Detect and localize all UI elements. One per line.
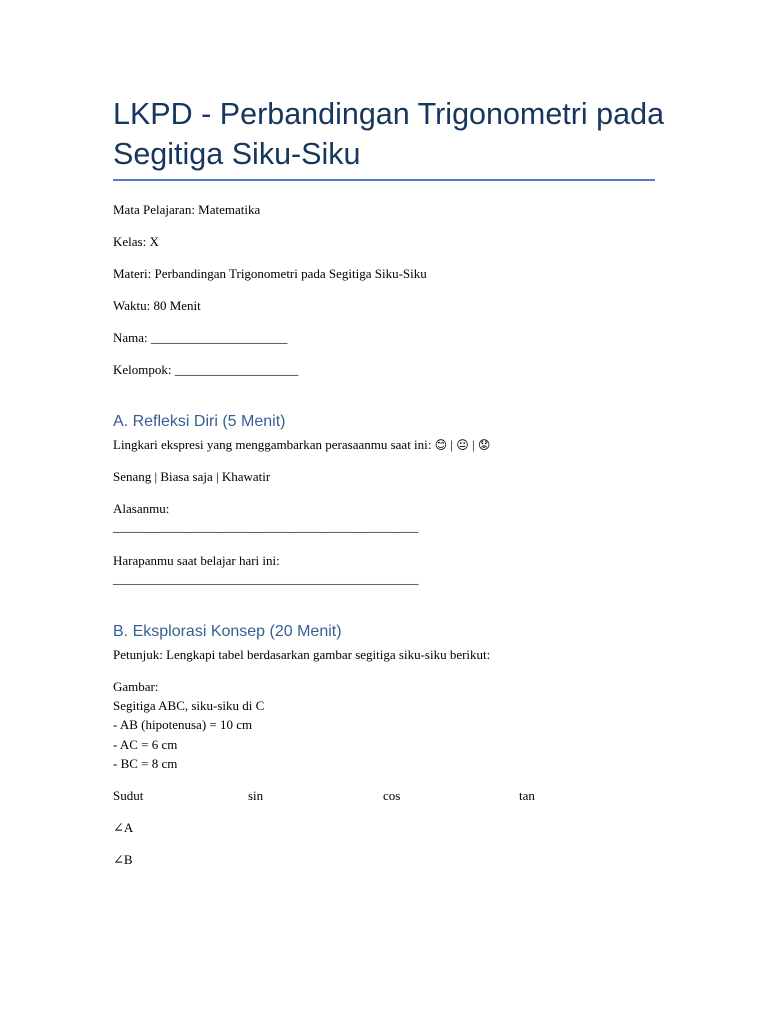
table-row-angle-a: ∠A	[113, 820, 134, 835]
happy-face-icon: 😊	[434, 438, 448, 452]
section-a-heading: A. Refleksi Diri (5 Menit)	[113, 413, 286, 430]
section-b-instruction: Petunjuk: Lengkapi tabel berdasarkan gambar segitiga siku-siku berikut:	[113, 647, 491, 662]
worried-face-icon: 😟	[477, 438, 491, 452]
neutral-face-icon: 😐	[456, 438, 469, 452]
subject-line: Mata Pelajaran: Matematika	[113, 202, 261, 217]
figure-line: - BC = 8 cm	[113, 756, 178, 771]
section-b-heading: B. Eksplorasi Konsep (20 Menit)	[113, 623, 342, 640]
figure-line: - AB (hipotenusa) = 10 cm	[113, 717, 253, 732]
instruction-text: Lingkari ekspresi yang menggambarkan perasaanmu saat ini:	[113, 437, 432, 452]
hope-blank: _______________________________________________	[113, 571, 419, 586]
separator: |	[472, 437, 475, 452]
material-line: Materi: Perbandingan Trigonometri pada Segitiga Siku-Siku	[113, 266, 427, 281]
title-underline	[113, 179, 655, 181]
title-line-1: LKPD - Perbandingan Trigonometri pada	[113, 97, 665, 131]
feeling-options: Senang | Biasa saja | Khawatir	[113, 469, 271, 484]
separator: |	[450, 437, 454, 452]
figure-line: - AC = 6 cm	[113, 737, 178, 752]
reason-label: Alasanmu:	[113, 501, 170, 516]
figure-line: Segitiga ABC, siku-siku di C	[113, 698, 265, 713]
time-line: Waktu: 80 Menit	[113, 298, 201, 313]
table-header-sin: sin	[248, 788, 264, 803]
reason-blank: _______________________________________________	[113, 519, 419, 534]
table-header-angle: Sudut	[113, 788, 144, 803]
name-field: Nama: _____________________	[113, 330, 288, 345]
hope-label: Harapanmu saat belajar hari ini:	[113, 553, 280, 568]
document-title	[113, 94, 673, 174]
table-header-cos: cos	[383, 788, 401, 803]
group-field: Kelompok: ___________________	[113, 362, 299, 377]
class-line: Kelas: X	[113, 234, 159, 249]
title-line-2: Segitiga Siku-Siku	[113, 137, 361, 171]
table-header-tan: tan	[519, 788, 535, 803]
table-row-angle-b: ∠B	[113, 852, 133, 867]
figure-label: Gambar:	[113, 679, 159, 694]
section-a-instruction	[113, 436, 490, 454]
